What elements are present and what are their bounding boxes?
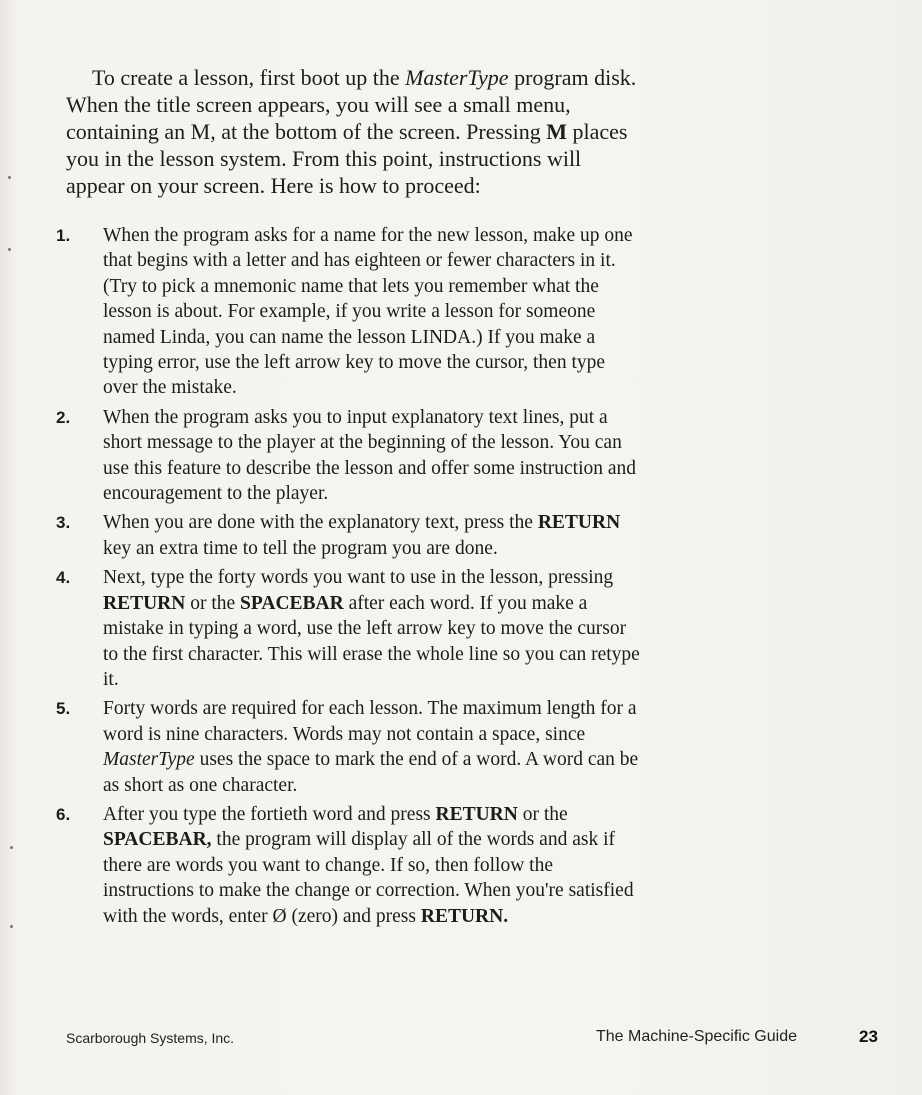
binding-hole-mark (10, 925, 13, 928)
step-number: 1. (56, 226, 71, 245)
step-text-run: When you are done with the explanatory text, press the (103, 512, 538, 534)
step-text-run: After you type the fortieth word and press (103, 803, 436, 825)
intro-text: To create a lesson, first boot up the (92, 65, 406, 90)
program-name: MasterType (103, 749, 195, 771)
key-name: M (546, 119, 567, 144)
step-item (56, 802, 641, 929)
step-item (56, 510, 641, 561)
key-name: RETURN. (420, 905, 509, 927)
key-name: RETURN (103, 592, 186, 614)
step-text-run: or the (517, 803, 568, 825)
step-text (103, 565, 641, 692)
step-item (56, 565, 641, 692)
step-text (103, 223, 641, 401)
intro-text: program disk. When the title screen appears, you will see a small menu, containing an M, at the bottom of the screen. Pressing (66, 65, 637, 144)
step-text-run: When the program asks you to input explanatory text lines, put a short message to the player at the beginning of the lesson. You can use this feature to describe the lesson and offer some instruction and encouragement to the player. (103, 406, 637, 505)
step-text-run: key an extra time to tell the program you are done. (103, 537, 498, 559)
step-text-run: the program will display all of the words and ask if there are words you want to change. If so, then follow the instructions to make the change or correction. When you're satisfied with the words, enter Ø (zero) and press (103, 829, 634, 927)
step-text-run: uses the space to mark the end of a word. A word can be as short as one character. (103, 749, 639, 796)
step-text (103, 405, 641, 507)
program-name: MasterType (405, 65, 509, 90)
steps-list (56, 223, 641, 929)
step-number: 3. (56, 513, 71, 533)
step-number: 2. (56, 407, 71, 427)
step-text-run: after each word. If you make a mistake in typing a word, use the left arrow key to move the cursor to the first character. This will erase the whole line so you can retype it. (103, 592, 640, 690)
step-item (56, 405, 641, 507)
step-text (103, 802, 641, 929)
step-text-run: When the program asks for a name for the new lesson, make up one that begins with a letter and has eighteen or fewer characters in it. (Try to pick a mnemonic name that lets you remember what the lesson is about. For example, if you write a lesson for someone named Linda, you can name the lesson LINDA.) If you make a typing error, use the left arrow key to move the cursor, then type over the mistake. (103, 225, 633, 399)
key-name: SPACEBAR (240, 592, 344, 614)
step-item (56, 696, 641, 798)
step-number: 5. (56, 699, 71, 719)
step-text-run: or the (185, 592, 241, 614)
step-text-run: Next, type the forty words you want to use in the lesson, pressing (103, 567, 614, 589)
step-number: 6. (56, 804, 71, 824)
footer-section-title: The Machine-Specific Guide (596, 1028, 797, 1045)
intro-text: places you in the lesson system. From this point, instructions will appear on your screen. Here is how to proceed: (66, 119, 628, 198)
binding-hole-mark (10, 846, 13, 849)
step-text-run: Forty words are required for each lesson. The maximum length for a word is nine characters. Words may not contain a space, since (103, 698, 637, 745)
step-item (56, 223, 641, 401)
step-text (103, 696, 641, 798)
binding-hole-mark (8, 248, 11, 251)
step-number: 4. (56, 568, 71, 588)
step-text (103, 510, 641, 561)
intro-paragraph (66, 64, 641, 199)
footer-publisher: Scarborough Systems, Inc. (66, 1030, 235, 1046)
page-number: 23 (859, 1027, 878, 1046)
key-name: SPACEBAR, (103, 829, 212, 851)
key-name: RETURN (435, 803, 518, 825)
binding-hole-mark (8, 176, 11, 179)
key-name: RETURN (537, 512, 621, 534)
page-body (56, 64, 641, 933)
